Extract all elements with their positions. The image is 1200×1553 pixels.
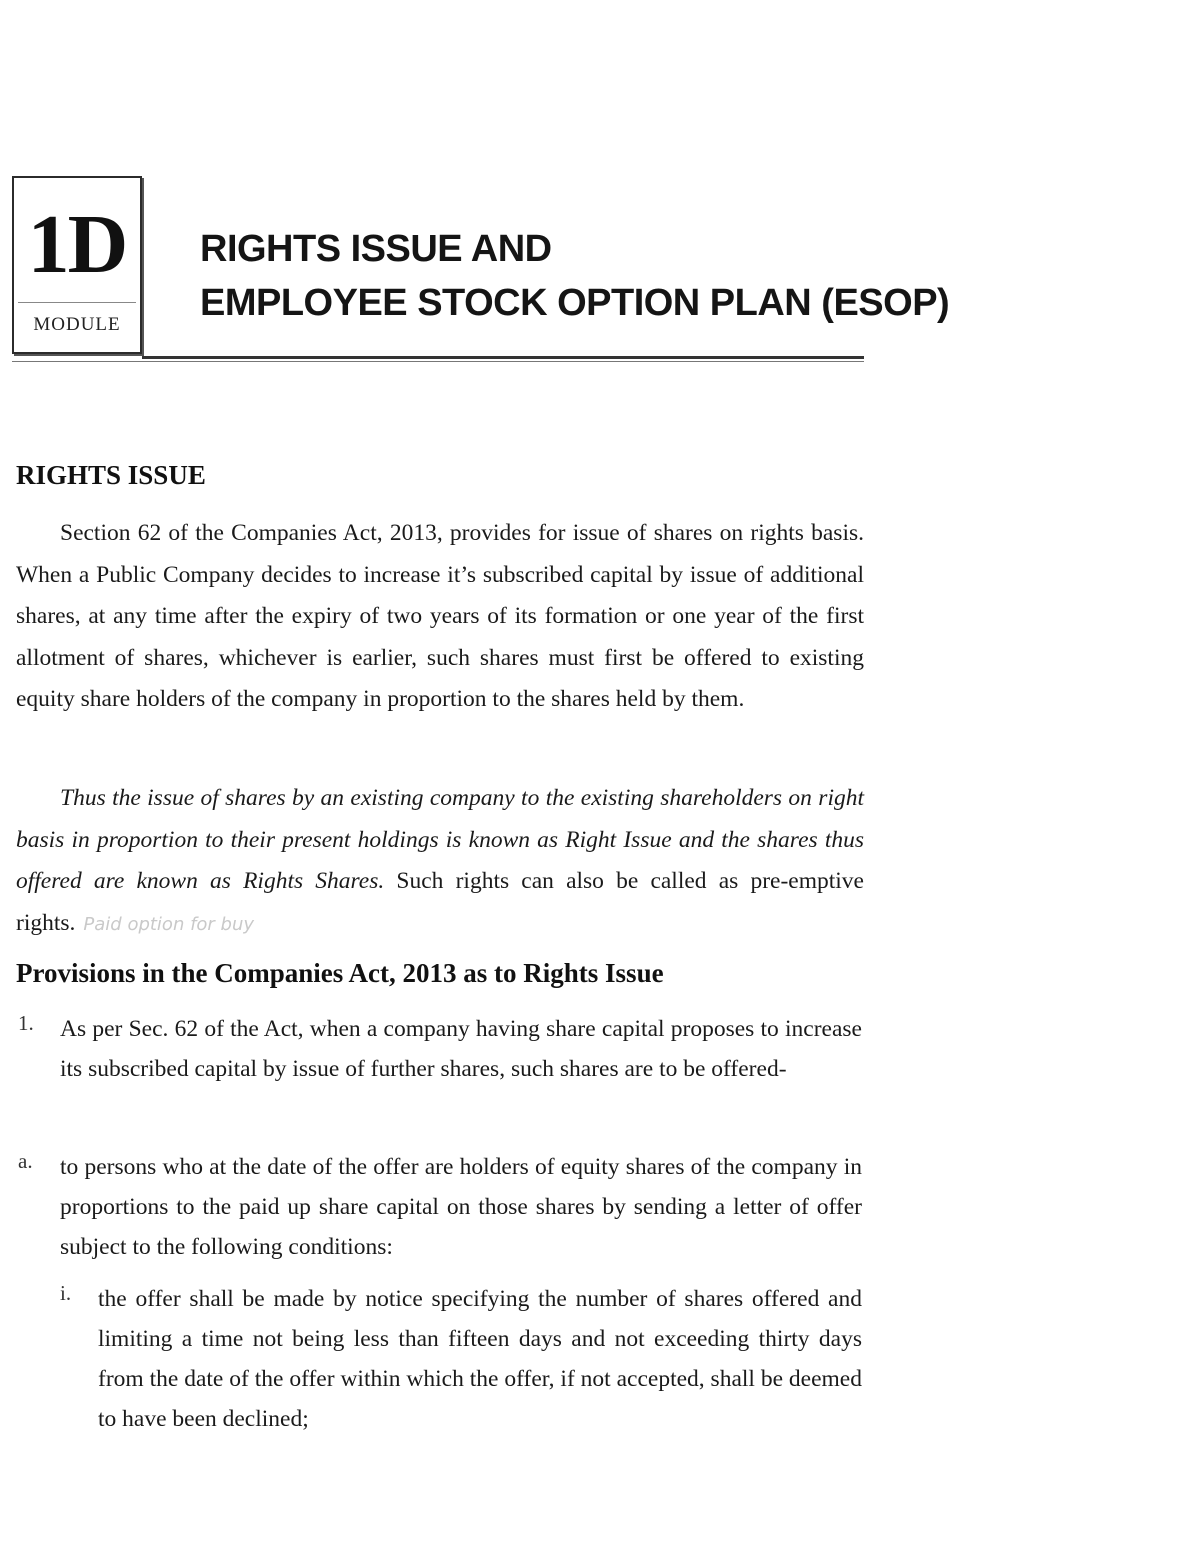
list-item: As per Sec. 62 of the Act, when a company having share capital proposes to increase its subscribed capital by issue of further shares, such shares are to be offered-: [60, 1016, 862, 1082]
title-rule: [142, 356, 864, 359]
list-marker: a.: [18, 1149, 33, 1173]
list-item: to persons who at the date of the offer are holders of equity shares of the company in proportions to the paid up share capital on those shares by sending a letter of offer subject to the following conditions:: [60, 1154, 862, 1260]
paragraph-2-rest: Such rights can also be called as pre-emptive rights.: [16, 868, 864, 936]
pencil-annotation: Paid option for buy: [83, 913, 255, 935]
module-number: 1D: [27, 198, 127, 291]
chapter-title: [200, 222, 949, 330]
section-heading: RIGHTS ISSUE: [16, 460, 206, 490]
module-divider: [18, 302, 136, 303]
module-badge: [12, 176, 142, 354]
paragraph-1: [16, 513, 864, 721]
paragraph-1-text: Section 62 of the Companies Act, 2013, provides for issue of shares on rights basis. When a Public Company decides to increase it’s subscribed capital by issue of additional shares, at any time after the expiry of two years of its formation or one year of the first allotment of shares, whichever is earlier, such shares must first be offered to existing equity share holders of the company in proportion to the shares held by them.: [16, 520, 864, 712]
list-marker: 1.: [18, 1011, 34, 1035]
chapter-title-line2: EMPLOYEE STOCK OPTION PLAN (ESOP): [200, 282, 950, 324]
paragraph-2-italic: Thus the issue of shares by an existing company to the existing shareholders on right basis in proportion to their present holdings is known as Right Issue and the shares thus offered are known as Rights Shares.: [16, 785, 864, 894]
paragraph-2: [16, 778, 864, 945]
chapter-title-line1: RIGHTS ISSUE AND: [200, 228, 552, 270]
provisions-heading: Provisions in the Companies Act, 2013 as to Rights Issue: [16, 958, 664, 988]
title-rule-thin: [12, 361, 864, 362]
list-marker: i.: [60, 1281, 72, 1305]
list-item: the offer shall be made by notice specifying the number of shares offered and limiting a time not being less than fifteen days and not exceeding thirty days from the date of the offer within which the offer, if not accepted, shall be deemed to have been declined;: [98, 1286, 862, 1432]
module-label: MODULE: [33, 314, 121, 335]
